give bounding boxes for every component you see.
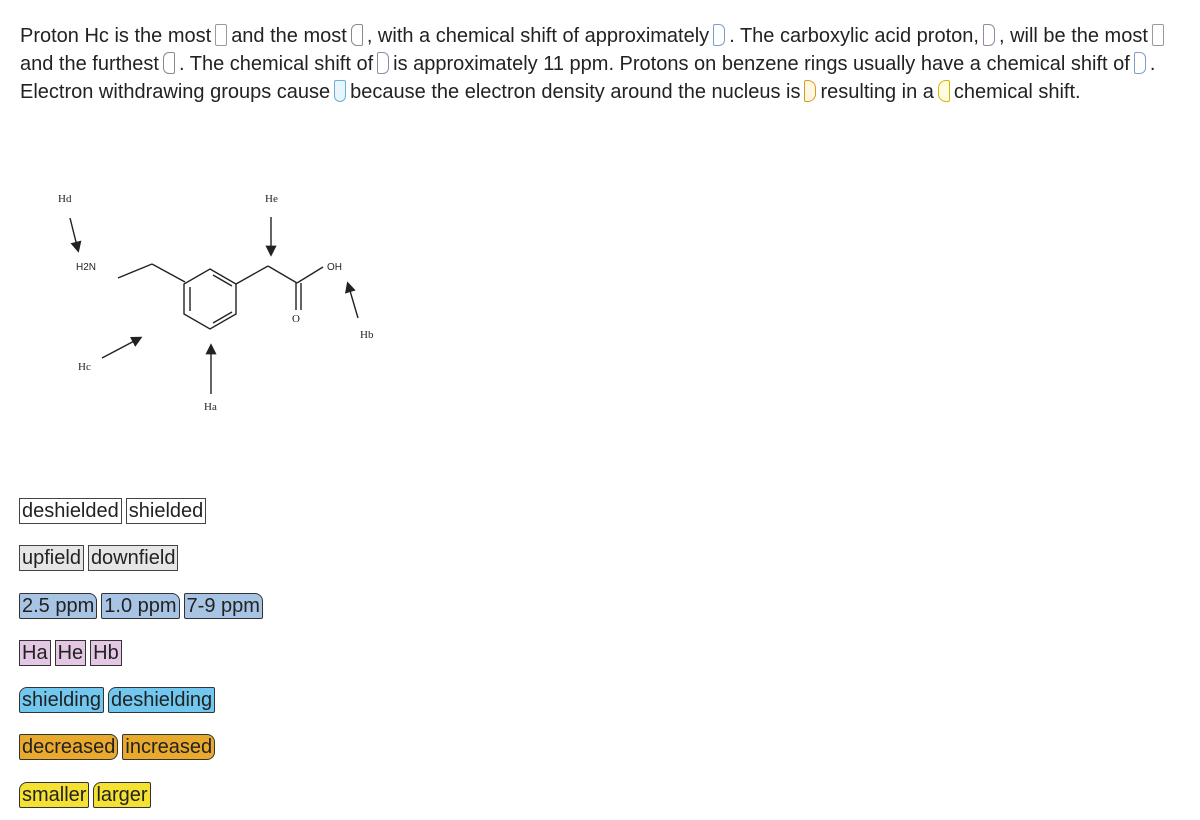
question-paragraph [20,22,1180,106]
chip-7-9-ppm[interactable]: 7-9 ppm [184,593,263,619]
label-he: He [265,193,278,205]
label-hb: Hb [360,329,374,341]
option-group-density [19,734,215,760]
text-segment: Proton Hc is the most [20,25,212,47]
chip-downfield[interactable]: downfield [88,545,179,571]
text-segment: is approximately 11 ppm. Protons on benzene rings usually have a chemical shift of [393,53,1130,75]
label-oh: OH [327,262,342,273]
text-segment: because the electron density around the nucleus is [350,81,801,103]
drop-blank-8[interactable] [1134,52,1146,74]
label-hc: Hc [78,361,91,373]
chip-2-5-ppm[interactable]: 2.5 ppm [19,593,97,619]
text-segment: , will be the most [998,25,1148,47]
molecule-structure [40,180,420,430]
text-segment: resulting in a [820,81,934,103]
drop-blank-7[interactable] [377,52,389,74]
text-segment: and the most [231,25,347,47]
option-group-shielding-state [19,498,206,524]
text-segment: and the furthest [20,53,159,75]
drop-blank-10[interactable] [804,80,816,102]
text-segment: . The chemical shift of [178,53,374,75]
drop-blank-2[interactable] [351,24,363,46]
text-segment: chemical shift. [953,81,1081,103]
text-segment: . The carboxylic acid proton, [729,25,979,47]
drop-blank-11[interactable] [938,80,950,102]
chip-deshielded[interactable]: deshielded [19,498,122,524]
option-group-field [19,545,178,571]
drop-blank-9[interactable] [334,80,346,102]
drop-blank-5[interactable] [1152,24,1164,46]
chip-he[interactable]: He [55,640,87,666]
chip-shielded[interactable]: shielded [126,498,207,524]
label-hd: Hd [58,193,72,205]
drop-blank-4[interactable] [983,24,995,46]
option-group-size [19,782,151,808]
chip-larger[interactable]: larger [93,782,150,808]
chip-smaller[interactable]: smaller [19,782,89,808]
label-nh2: H2N [76,262,97,273]
text-segment: , with a chemical shift of approximately [366,25,710,47]
label-o: O [292,313,300,325]
option-group-protons [19,640,122,666]
chip-1-0-ppm[interactable]: 1.0 ppm [101,593,179,619]
option-group-ppm [19,593,263,619]
drop-blank-6[interactable] [163,52,175,74]
chip-shielding[interactable]: shielding [19,687,104,713]
chip-upfield[interactable]: upfield [19,545,84,571]
chip-decreased[interactable]: decreased [19,734,118,760]
chip-ha[interactable]: Ha [19,640,51,666]
drop-blank-3[interactable] [713,24,725,46]
chip-hb[interactable]: Hb [90,640,122,666]
text-segment: . Electron withdrawing groups cause [20,53,1156,103]
chip-deshielding[interactable]: deshielding [108,687,215,713]
label-ha: Ha [204,401,217,413]
chip-increased[interactable]: increased [122,734,215,760]
option-group-shielding-effect [19,687,215,713]
drop-blank-1[interactable] [215,24,227,46]
